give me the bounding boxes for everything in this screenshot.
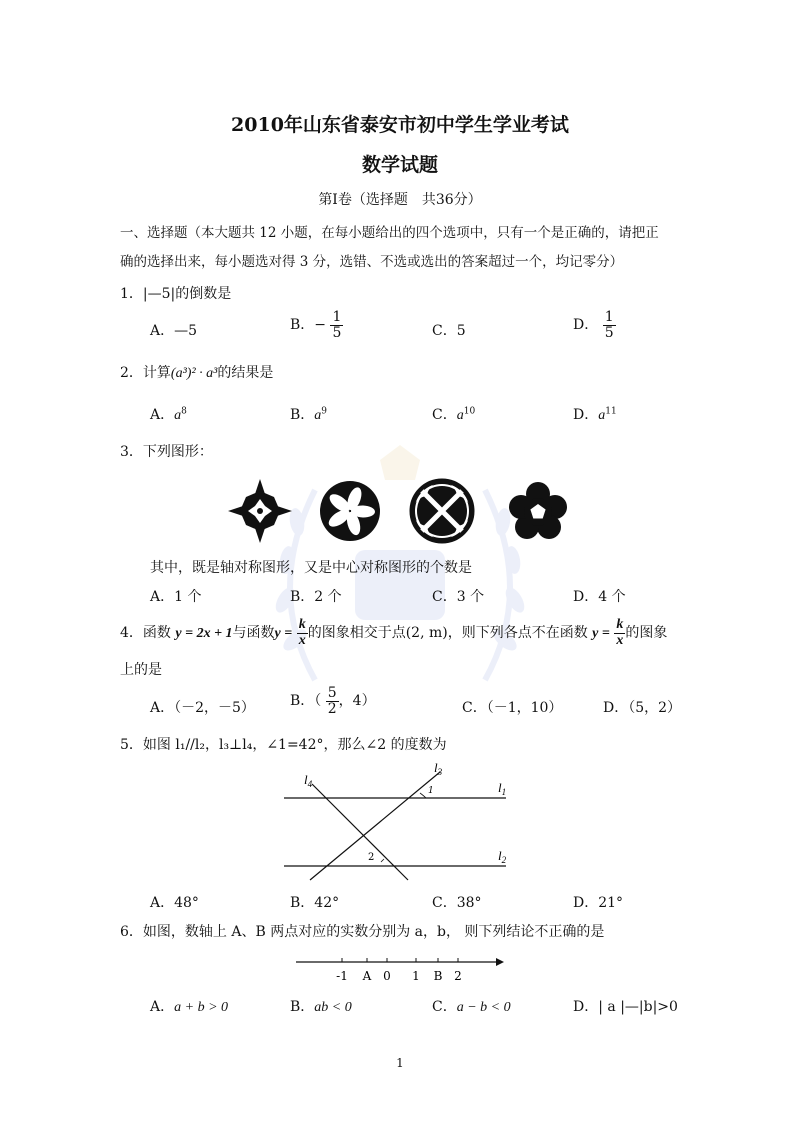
q4-stem (120, 618, 667, 648)
q6-stem: 6．如图，数轴上 A、B 两点对应的实数分别为 a，b， 则下列结论不正确的是 (120, 924, 605, 940)
q2-option-a-label: A． (150, 407, 175, 423)
page-subtitle: 数学试题 (361, 154, 438, 176)
q2-option-a-exponent: 8 (181, 406, 187, 417)
q4-fraction-1 (297, 618, 308, 648)
q4-fraction-2 (614, 618, 625, 648)
q5-option-a: A．48° (150, 895, 199, 911)
q4-stem-line-2: 上的是 (120, 662, 162, 678)
q6-option-a-expression: a + b > 0 (174, 1000, 229, 1015)
tick-2-label: 2 (454, 969, 462, 983)
label-l1: $l_1$ (498, 780, 507, 797)
q4-stem-part-4: 的图象 (625, 625, 668, 642)
q4-stem-part-3: 的图象相交于点(2, m)，则下列各点不在函数 (307, 625, 588, 642)
angle-2-arc (381, 859, 384, 862)
star-figure (228, 479, 292, 543)
q1-option-b-fraction (330, 310, 343, 340)
q6-option-c (432, 996, 511, 1016)
q2-stem (120, 362, 273, 382)
q3-stem: 3．下列图形： (120, 444, 213, 460)
arrow-right-icon (496, 958, 504, 966)
q6-option-a (150, 996, 228, 1016)
line-l3 (310, 772, 440, 880)
q6-option-b-label: B． (290, 999, 315, 1015)
tick-0-label: 0 (383, 969, 391, 983)
q4-expression-1: y = 2x + 1 (175, 626, 233, 642)
tick-b-label: B (433, 969, 443, 983)
q4-option-b-denominator: 2 (327, 700, 337, 717)
instructions-line-1: 一、选择题（本大题共 12 小题，在每小题给出的四个选项中，只有一个是正确的，请把正 (120, 225, 659, 241)
q2-option-b (290, 404, 327, 424)
q4-fraction-1-numerator: k (298, 617, 306, 632)
page-title: 2010年山东省泰安市初中学生学业考试 (231, 114, 569, 136)
q4-option-b-numerator: 5 (327, 685, 337, 701)
q2-option-c-label: C． (432, 407, 457, 423)
q3-figures (220, 476, 580, 546)
q2-option-b-label: B． (290, 407, 315, 423)
q4-expression-3: y = (592, 626, 610, 642)
q3-option-b: B．2 个 (290, 589, 342, 605)
tick-1-label: 1 (412, 969, 420, 983)
q6-option-d (573, 996, 678, 1016)
q1-option-b-label: B． (290, 317, 315, 334)
q6-option-b (290, 996, 352, 1016)
q5-option-d: D．21° (573, 895, 624, 911)
q1-stem: 1．|—5|的倒数是 (120, 286, 232, 302)
q4-option-c: C．（－1，10） (462, 700, 563, 716)
q2-stem-expression: (a³)² · a³ (170, 366, 218, 381)
label-l4: $l_4$ (304, 772, 313, 789)
q2-option-b-exponent: 9 (321, 406, 328, 417)
q3-subquestion: 其中，既是轴对称图形，又是中心对称图形的个数是 (150, 560, 472, 576)
q2-option-d-label: D． (573, 407, 599, 423)
q4-option-b-fraction (326, 686, 339, 716)
q6-number-line (292, 952, 506, 988)
q4-option-b (290, 686, 376, 716)
q6-option-d-label: D． (573, 999, 599, 1015)
page-number: 1 (396, 1056, 404, 1070)
instructions-line-2: 确的选择出来，每小题选对得 3 分，选错、不选或选出的答案超过一个，均记零分） (120, 254, 624, 270)
q6-option-d-expression: | a |—|b|>0 (598, 999, 678, 1015)
q2-stem-suffix: 的结果是 (217, 365, 274, 381)
q2-option-a (150, 404, 187, 424)
q2-option-c-base: a (456, 408, 464, 423)
q3-option-c: C．3 个 (432, 589, 485, 605)
q5-stem: 5．如图 l₁//l₂，l₃⊥l₄，∠1=42°，那么∠2 的度数为 (120, 737, 447, 753)
label-l3: $l_3$ (434, 762, 443, 777)
q1-option-d-fraction (603, 310, 616, 340)
q1-option-b-sign: − (314, 317, 327, 334)
q6-option-c-label: C． (432, 999, 457, 1015)
q4-fraction-2-numerator: k (616, 617, 624, 632)
q1-option-d-label: D． (573, 317, 599, 334)
tick-a-label: A (362, 969, 372, 983)
q4-stem-part-1: 4．函数 (120, 625, 171, 642)
q2-option-c-exponent: 10 (463, 406, 476, 417)
q1-option-b-denominator: 5 (332, 324, 342, 341)
pentagon-flower-figure (509, 482, 567, 539)
q4-expression-2: y = (274, 626, 293, 642)
angle-1-label: 1 (428, 786, 434, 796)
q2-option-c (432, 404, 475, 424)
q6-option-a-label: A． (150, 999, 175, 1015)
q1-option-d-numerator: 1 (604, 309, 614, 325)
q6-option-b-expression: ab < 0 (314, 1000, 352, 1015)
q5-option-c: C．38° (432, 895, 482, 911)
q6-option-c-expression: a − b < 0 (456, 1000, 511, 1015)
q4-option-b-label: B．（ (290, 693, 322, 710)
angle-1-arc (420, 793, 426, 798)
label-l2: $l_2$ (498, 848, 507, 865)
flower-emblem-figure (320, 481, 380, 541)
q3-option-d: D．4 个 (573, 589, 626, 605)
q4-stem-part-2: 与函数 (232, 625, 275, 642)
q4-option-a: A．（－2，－5） (150, 700, 255, 716)
q4-fraction-1-denominator: x (298, 632, 306, 648)
circle-arcs-figure (412, 481, 472, 541)
tick-minus-1-label: -1 (336, 969, 348, 983)
q2-option-b-base: a (314, 408, 322, 423)
q2-option-a-base: a (174, 408, 182, 423)
q1-option-a: A．—5 (150, 323, 198, 339)
q2-stem-prefix: 2．计算 (120, 365, 171, 381)
q1-option-c: C．5 (432, 323, 466, 339)
q4-option-b-tail: ，4） (338, 693, 376, 710)
q4-option-d: D．（5，2） (603, 700, 682, 716)
q2-option-d (573, 404, 617, 424)
q1-option-b-numerator: 1 (332, 309, 342, 325)
q5-parallel-lines-figure (280, 762, 520, 882)
q2-option-d-exponent: 11 (605, 406, 617, 417)
q4-fraction-2-denominator: x (616, 632, 624, 648)
q5-option-b: B．42° (290, 895, 340, 911)
q1-option-d (573, 310, 616, 340)
q2-option-d-base: a (598, 408, 606, 423)
q3-option-a: A．1 个 (150, 589, 202, 605)
angle-2-label: 2 (368, 852, 375, 863)
q1-option-d-denominator: 5 (604, 324, 614, 341)
q1-option-b (290, 310, 343, 340)
section-heading: 第Ⅰ卷（选择题 共36分） (318, 192, 482, 208)
